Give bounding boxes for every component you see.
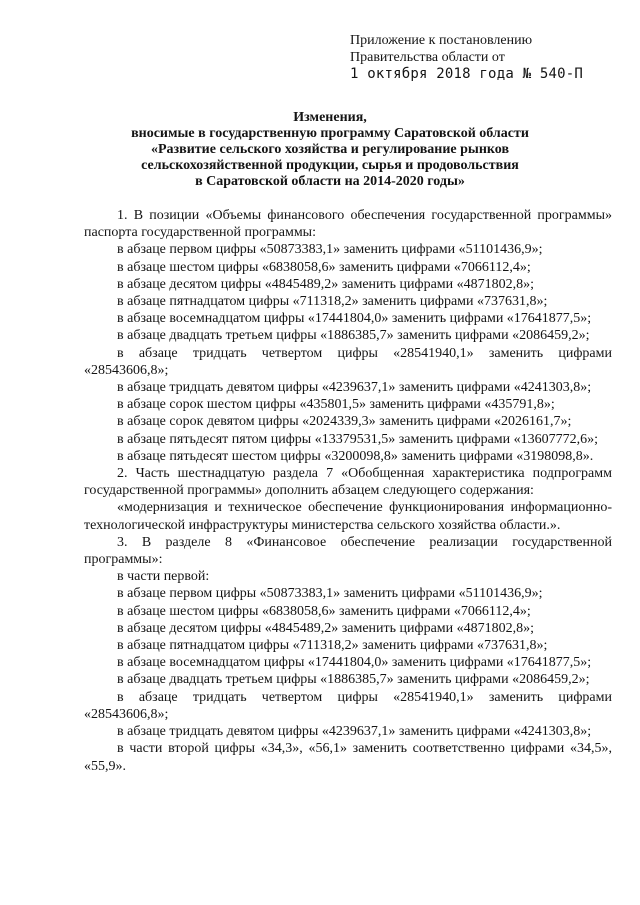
title-line-3: «Развитие сельского хозяйства и регулирование рынков xyxy=(150,142,510,157)
title-line-1: Изменения, xyxy=(293,110,367,125)
section-1-item: в абзаце десятом цифры «4845489,2» заменить цифрами «4871802,8»; xyxy=(117,276,535,292)
section-3-item: в абзаце десятом цифры «4845489,2» заменить цифрами «4871802,8»; xyxy=(117,620,535,636)
section-1-item: в абзаце пятнадцатом цифры «711318,2» заменить цифрами «737631,8»; xyxy=(117,294,548,310)
document-body xyxy=(84,207,612,775)
section-1-item: в абзаце восемнадцатом цифры «17441804,0» заменить цифрами «17641877,5»; xyxy=(117,311,592,327)
section-3-item: в абзаце тридцать девятом цифры «4239637,1» заменить цифрами «4241303,8»; xyxy=(117,724,592,740)
title-line-5: в Саратовской области на 2014-2020 годы» xyxy=(195,174,465,189)
section-3-part-1-label: в части первой: xyxy=(117,569,210,585)
section-3-item: в абзаце шестом цифры «6838058,6» заменить цифрами «7066112,4»; xyxy=(117,603,531,619)
section-1-item: в абзаце пятьдесят шестом цифры «3200098,8» заменить цифрами «3198098,8». xyxy=(117,448,594,464)
header-line-1: Приложение к постановлению xyxy=(350,33,533,48)
section-3-item: в абзаце тридцать четвертом цифры «28541940,1» заменить цифрами «28543606,8»; xyxy=(84,689,612,722)
approval-header xyxy=(350,32,583,83)
section-1-item: в абзаце шестом цифры «6838058,6» заменить цифрами «7066112,4»; xyxy=(117,259,531,275)
header-line-2: Правительства области от xyxy=(350,50,505,65)
section-1-item: в абзаце сорок девятом цифры «2024339,3» заменить цифрами «2026161,7»; xyxy=(117,414,572,430)
header-date-line: 1 октября 2018 года № 540-П xyxy=(350,66,583,82)
section-2-intro: 2. Часть шестнадцатую раздела 7 «Обобщенная характеристика подпрограмм государственной программы» дополнить абзацем следующего содержания: xyxy=(84,466,612,499)
section-1-intro: 1. В позиции «Объемы финансового обеспечения государственной программы» паспорта государственной программы: xyxy=(84,208,612,241)
title-line-2: вносимые в государственную программу Саратовской области xyxy=(131,126,529,141)
section-1-item: в абзаце пятьдесят пятом цифры «13379531,5» заменить цифрами «13607772,6»; xyxy=(117,431,599,447)
section-3-item: в абзаце пятнадцатом цифры «711318,2» заменить цифрами «737631,8»; xyxy=(117,638,548,654)
section-3-item: в абзаце восемнадцатом цифры «17441804,0» заменить цифрами «17641877,5»; xyxy=(117,655,592,671)
section-1-item: в абзаце сорок шестом цифры «435801,5» заменить цифрами «435791,8»; xyxy=(117,397,555,413)
section-1-item: в абзаце двадцать третьем цифры «1886385,7» заменить цифрами «2086459,2»; xyxy=(117,328,590,344)
section-3-intro: 3. В разделе 8 «Финансовое обеспечение реализации государственной программы»: xyxy=(84,534,612,568)
section-1-item: в абзаце тридцать четвертом цифры «28541940,1» заменить цифрами «28543606,8»; xyxy=(84,345,612,378)
section-3-item: в абзаце первом цифры «50873383,1» заменить цифрами «51101436,9»; xyxy=(117,586,543,602)
section-3-part-2: в части второй цифры «34,3», «56,1» заменить соответственно цифрами «34,5», «55,9». xyxy=(84,741,612,774)
document-title xyxy=(70,110,590,190)
section-3-item: в абзаце двадцать третьем цифры «1886385,7» заменить цифрами «2086459,2»; xyxy=(117,672,590,688)
section-1-item: в абзаце первом цифры «50873383,1» заменить цифрами «51101436,9»; xyxy=(117,242,543,258)
section-1-item: в абзаце тридцать девятом цифры «4239637,1» заменить цифрами «4241303,8»; xyxy=(117,380,592,396)
title-line-4: сельскохозяйственной продукции, сырья и продовольствия xyxy=(141,158,519,173)
section-2-quote: «модернизация и техническое обеспечение функционирования информационно-технологической инфраструктуры министерства сельского хозяйства области.». xyxy=(84,500,612,533)
